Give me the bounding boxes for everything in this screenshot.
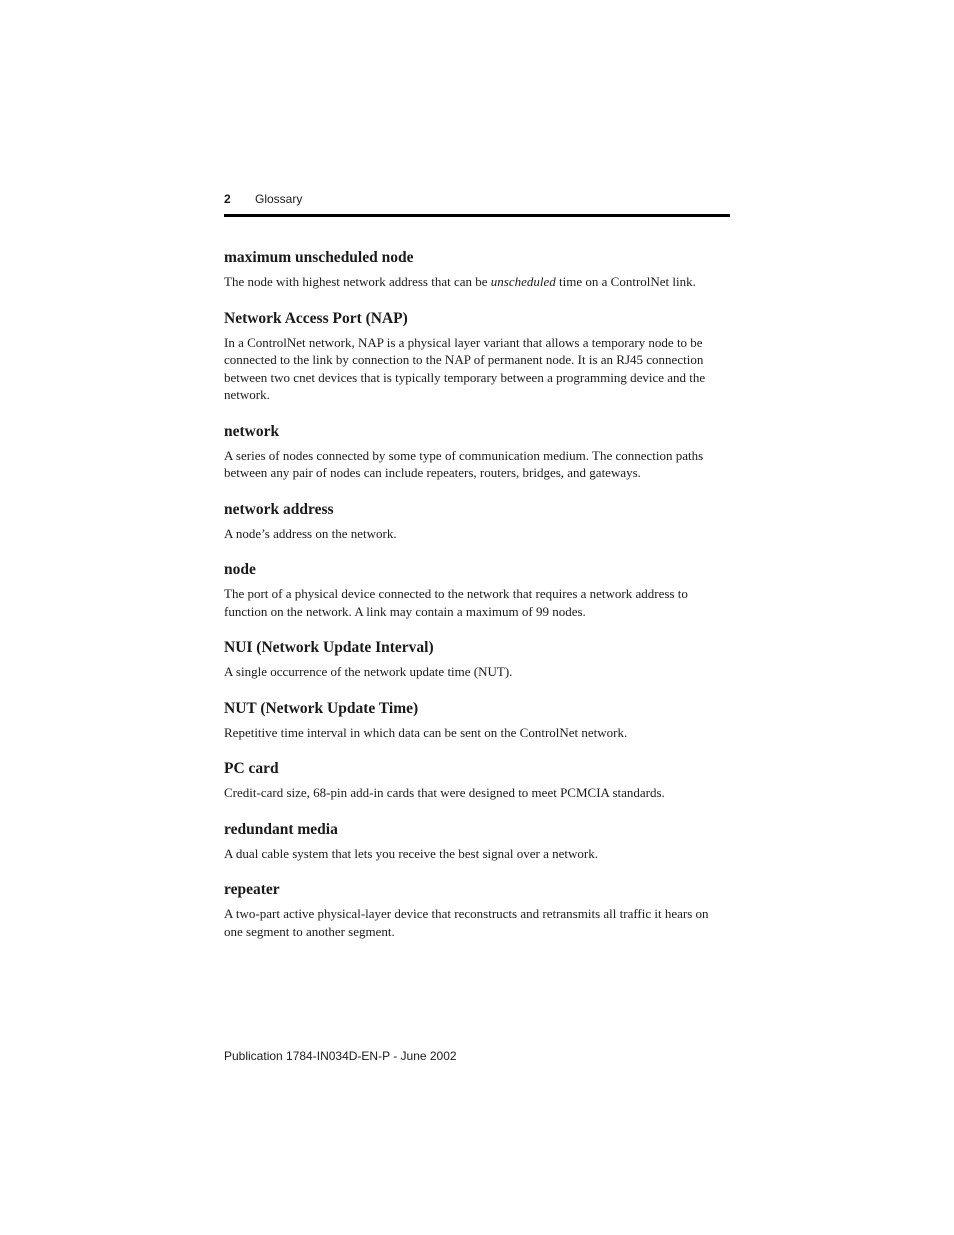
glossary-entry — [224, 309, 730, 404]
glossary-entry — [224, 820, 730, 863]
glossary-entry — [224, 422, 730, 482]
glossary-term: network address — [224, 500, 334, 518]
glossary-term: NUT (Network Update Time) — [224, 699, 419, 717]
definition-text: The node with highest network address that can be — [224, 274, 491, 289]
glossary-definition: A single occurrence of the network update time (NUT). — [224, 664, 513, 679]
glossary-term: PC card — [224, 760, 279, 777]
glossary-definition: Credit-card size, 68-pin add-in cards that were designed to meet PCMCIA standards. — [224, 785, 665, 800]
glossary-term: node — [224, 561, 256, 578]
glossary-term: network — [224, 422, 280, 440]
glossary-term: repeater — [224, 881, 280, 898]
glossary-entry — [224, 880, 730, 940]
section-title: Glossary — [255, 192, 303, 206]
glossary-definition: A two-part active physical-layer device that reconstructs and retransmits all traffic it hears on one segment to another segment. — [224, 906, 709, 939]
glossary-definition: The port of a physical device connected to the network that requires a network address to function on the network. A link may contain a maximum of 99 nodes. — [224, 586, 688, 619]
publication-footer: Publication 1784-IN034D-EN-P - June 2002 — [224, 1049, 457, 1063]
glossary-term: redundant media — [224, 820, 338, 838]
glossary-list — [224, 248, 730, 958]
glossary-entry — [224, 560, 730, 620]
glossary-definition — [224, 273, 730, 291]
glossary-entry — [224, 248, 730, 291]
glossary-entry — [224, 638, 730, 681]
definition-text: time on a ControlNet link. — [555, 274, 696, 289]
definition-emphasis: unscheduled — [490, 274, 556, 289]
glossary-definition: A node’s address on the network. — [224, 525, 397, 541]
glossary-definition: A dual cable system that lets you receive the best signal over a network. — [224, 845, 598, 861]
glossary-definition: A series of nodes connected by some type of communication medium. The connection paths between any pair of nodes can include repeaters, routers, bridges, and gateways. — [224, 447, 704, 480]
glossary-term: NUI (Network Update Interval) — [224, 639, 434, 656]
glossary-term: Network Access Port (NAP) — [224, 309, 408, 327]
glossary-term: maximum unscheduled node — [224, 249, 414, 266]
glossary-entry — [224, 699, 730, 742]
header-divider — [224, 214, 730, 217]
glossary-entry — [224, 759, 730, 802]
page-number: 2 — [224, 192, 231, 206]
glossary-definition: In a ControlNet network, NAP is a physical layer variant that allows a temporary node to be connected to the link by connection to the NAP of permanent node. It is an RJ45 connection between two cnet devices that is typically temporary between a programming device and the network. — [224, 334, 706, 402]
glossary-definition: Repetitive time interval in which data can be sent on the ControlNet network. — [224, 724, 628, 740]
glossary-entry — [224, 500, 730, 543]
